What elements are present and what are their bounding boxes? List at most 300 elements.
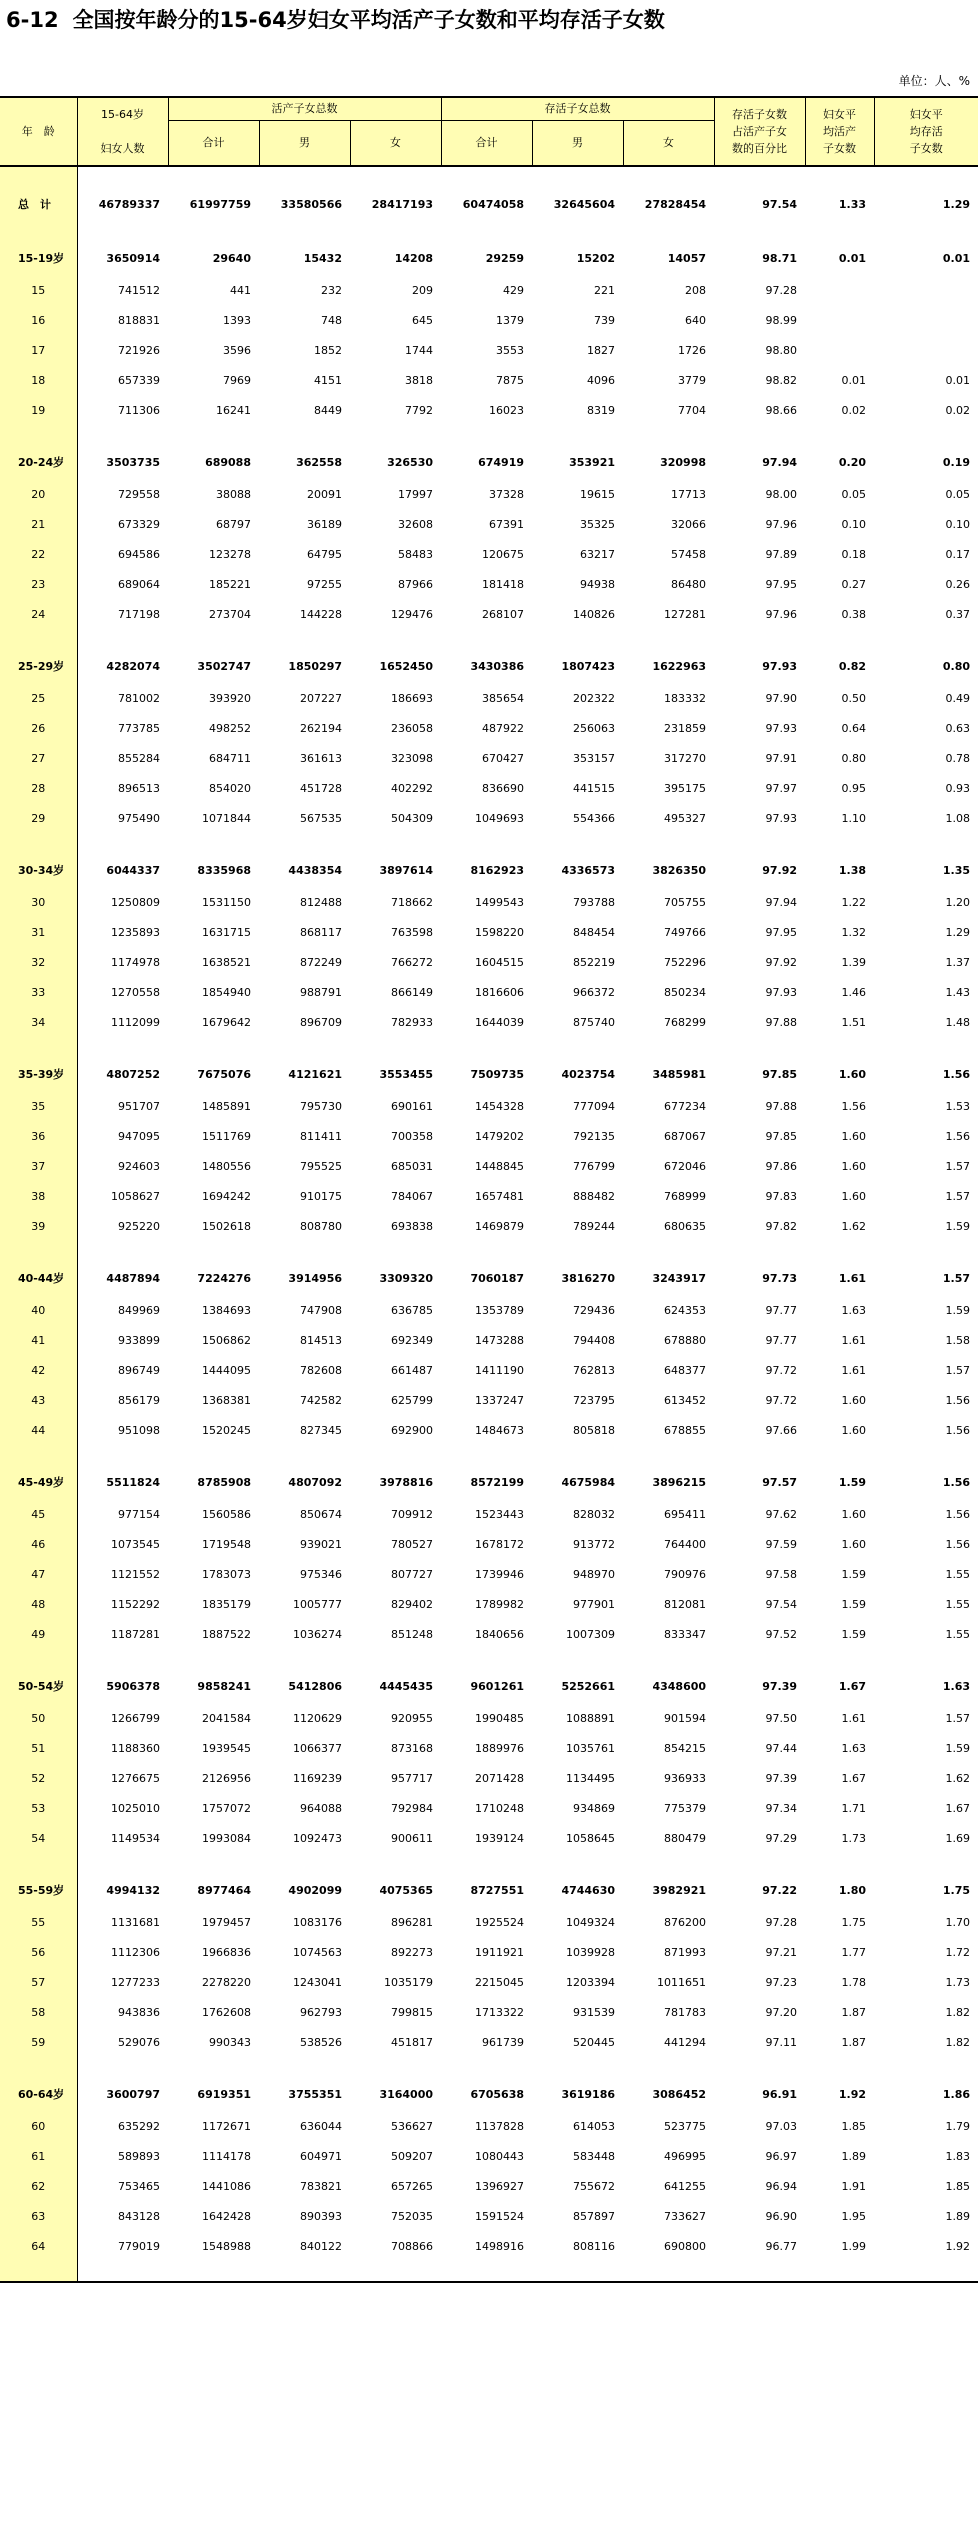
table-cell: 1.89 bbox=[841, 2149, 867, 2163]
table-cell: 7224276 bbox=[197, 1271, 251, 1285]
table-cell: 833347 bbox=[664, 1627, 707, 1641]
header-survival-ratio-text: 存活子女数 占活产子女 数的百分比 bbox=[732, 108, 788, 155]
unit-label: 单位：人、% bbox=[898, 74, 970, 88]
table-cell: 268107 bbox=[482, 607, 525, 621]
table-cell: 1235893 bbox=[111, 925, 160, 939]
group-total-row bbox=[0, 2077, 978, 2111]
table-row bbox=[0, 305, 978, 335]
table-cell: 1.56 bbox=[942, 1067, 971, 1081]
table-cell: 96.77 bbox=[765, 2239, 798, 2253]
table-cell: 872249 bbox=[300, 955, 342, 969]
table-cell: 812081 bbox=[664, 1597, 707, 1611]
row-label: 55 bbox=[0, 1907, 77, 1937]
table-cell: 8335968 bbox=[197, 863, 251, 877]
table-row bbox=[0, 1295, 978, 1325]
spacer-cell bbox=[874, 425, 978, 445]
table-cell: 0.05 bbox=[841, 487, 867, 501]
spacer-cell bbox=[441, 166, 532, 187]
table-cell: 1520245 bbox=[202, 1423, 251, 1437]
table-cell: 1548988 bbox=[202, 2239, 251, 2253]
spacer-cell bbox=[532, 221, 623, 241]
table-cell: 1.71 bbox=[841, 1801, 867, 1815]
spacer-cell bbox=[532, 2057, 623, 2077]
spacer-cell bbox=[0, 1853, 77, 1873]
table-cell: 1071844 bbox=[202, 811, 251, 825]
table-cell: 779019 bbox=[118, 2239, 160, 2253]
spacer-cell bbox=[874, 1649, 978, 1669]
table-cell: 96.91 bbox=[762, 2087, 798, 2101]
table-cell: 262194 bbox=[300, 721, 342, 735]
table-cell: 1172671 bbox=[202, 2119, 251, 2133]
table-cell: 97.92 bbox=[762, 863, 798, 877]
table-cell: 692900 bbox=[391, 1423, 434, 1437]
table-cell: 0.37 bbox=[945, 607, 971, 621]
row-label: 21 bbox=[0, 509, 77, 539]
table-cell: 721926 bbox=[118, 343, 160, 357]
group-total-row bbox=[0, 1057, 978, 1091]
table-cell: 695411 bbox=[664, 1507, 707, 1521]
table-cell: 1270558 bbox=[111, 985, 160, 999]
table-cell: 1.57 bbox=[942, 1271, 971, 1285]
table-cell: 951098 bbox=[118, 1423, 160, 1437]
table-cell: 729436 bbox=[573, 1303, 616, 1317]
table-cell: 1.67 bbox=[945, 1801, 971, 1815]
table-cell: 1854940 bbox=[202, 985, 251, 999]
table-cell: 1.32 bbox=[841, 925, 867, 939]
row-label: 35 bbox=[0, 1091, 77, 1121]
table-cell: 854215 bbox=[664, 1741, 707, 1755]
table-cell: 36189 bbox=[307, 517, 342, 531]
table-cell: 1479202 bbox=[475, 1129, 525, 1143]
table-cell: 8785908 bbox=[197, 1475, 251, 1489]
spacer-cell bbox=[805, 1241, 874, 1261]
table-cell: 661487 bbox=[391, 1363, 434, 1377]
spacer-row bbox=[0, 425, 978, 445]
table-row bbox=[0, 1499, 978, 1529]
table-cell: 1393 bbox=[223, 313, 251, 327]
table-cell: 14057 bbox=[667, 251, 707, 265]
table-cell: 901594 bbox=[664, 1711, 707, 1725]
spacer-cell bbox=[805, 1853, 874, 1873]
table-row bbox=[0, 1763, 978, 1793]
table-cell: 1.60 bbox=[841, 1129, 867, 1143]
table-cell: 762813 bbox=[573, 1363, 616, 1377]
spacer-cell bbox=[874, 2057, 978, 2077]
spacer-cell bbox=[874, 1241, 978, 1261]
table-cell: 636785 bbox=[391, 1303, 434, 1317]
table-cell: 876200 bbox=[664, 1915, 707, 1929]
table-cell: 795525 bbox=[300, 1159, 342, 1173]
table-cell: 0.01 bbox=[942, 251, 971, 265]
table-cell: 7675076 bbox=[197, 1067, 251, 1081]
spacer-cell bbox=[874, 166, 978, 187]
table-cell: 97.77 bbox=[765, 1333, 798, 1347]
table-cell: 678855 bbox=[664, 1423, 707, 1437]
table-cell: 1.57 bbox=[945, 1363, 971, 1377]
row-label: 30 bbox=[0, 887, 77, 917]
spacer-cell bbox=[623, 221, 714, 241]
spacer-cell bbox=[77, 1037, 168, 1057]
spacer-cell bbox=[259, 2261, 350, 2282]
table-cell: 98.00 bbox=[765, 487, 798, 501]
table-cell: 680635 bbox=[664, 1219, 707, 1233]
table-cell: 1.56 bbox=[945, 1507, 971, 1521]
table-cell: 46789337 bbox=[98, 197, 160, 211]
spacer-cell bbox=[350, 629, 441, 649]
table-cell: 32645604 bbox=[553, 197, 616, 211]
table-cell: 614053 bbox=[573, 2119, 616, 2133]
table-cell: 856179 bbox=[118, 1393, 160, 1407]
spacer-cell bbox=[532, 2261, 623, 2282]
table-cell: 1498916 bbox=[475, 2239, 525, 2253]
spacer-cell bbox=[77, 833, 168, 853]
table-cell: 1.55 bbox=[945, 1567, 971, 1581]
table-cell: 1.59 bbox=[841, 1567, 867, 1581]
spacer-cell bbox=[714, 1445, 805, 1465]
row-label: 37 bbox=[0, 1151, 77, 1181]
table-cell: 97.83 bbox=[765, 1189, 798, 1203]
table-cell: 0.64 bbox=[841, 721, 867, 735]
table-cell: 487922 bbox=[482, 721, 525, 735]
group-total-row bbox=[0, 1261, 978, 1295]
table-cell: 98.71 bbox=[762, 251, 798, 265]
group-total-row bbox=[0, 1465, 978, 1499]
table-cell: 5412806 bbox=[288, 1679, 342, 1693]
table-cell: 1852 bbox=[314, 343, 342, 357]
row-label: 46 bbox=[0, 1529, 77, 1559]
spacer-cell bbox=[0, 1241, 77, 1261]
table-cell: 794408 bbox=[573, 1333, 616, 1347]
table-cell: 97.85 bbox=[762, 1067, 798, 1081]
spacer-cell bbox=[623, 1649, 714, 1669]
table-cell: 221 bbox=[594, 283, 616, 297]
table-cell: 97.21 bbox=[765, 1945, 798, 1959]
table-cell: 0.01 bbox=[945, 373, 971, 387]
spacer-cell bbox=[168, 221, 259, 241]
spacer-cell bbox=[350, 833, 441, 853]
table-cell: 805818 bbox=[573, 1423, 616, 1437]
table-cell: 1.29 bbox=[945, 925, 971, 939]
spacer-cell bbox=[77, 221, 168, 241]
table-cell: 1.62 bbox=[841, 1219, 867, 1233]
table-cell: 924603 bbox=[118, 1159, 160, 1173]
spacer-cell bbox=[0, 2261, 77, 2282]
row-label: 47 bbox=[0, 1559, 77, 1589]
table-cell: 61997759 bbox=[189, 197, 251, 211]
row-label: 56 bbox=[0, 1937, 77, 1967]
table-cell: 1.87 bbox=[841, 2035, 867, 2049]
table-cell: 1454328 bbox=[475, 1099, 525, 1113]
table-cell: 1979457 bbox=[202, 1915, 251, 1929]
table-cell: 127281 bbox=[664, 607, 707, 621]
table-cell: 808780 bbox=[300, 1219, 342, 1233]
table-cell: 4151 bbox=[314, 373, 342, 387]
table-cell: 19615 bbox=[580, 487, 616, 501]
table-row bbox=[0, 599, 978, 629]
table-cell: 8572199 bbox=[470, 1475, 525, 1489]
table-cell: 784067 bbox=[391, 1189, 434, 1203]
table-cell: 97.23 bbox=[765, 1975, 798, 1989]
table-cell: 1.67 bbox=[838, 1679, 867, 1693]
table-cell: 694586 bbox=[118, 547, 160, 561]
table-cell: 711306 bbox=[118, 403, 160, 417]
table-cell: 97.28 bbox=[765, 1915, 798, 1929]
table-cell: 3553455 bbox=[379, 1067, 434, 1081]
table-row bbox=[0, 2171, 978, 2201]
spacer-cell bbox=[441, 1037, 532, 1057]
table-cell: 913772 bbox=[573, 1537, 616, 1551]
row-label: 38 bbox=[0, 1181, 77, 1211]
table-cell: 2071428 bbox=[475, 1771, 525, 1785]
table-cell: 1889976 bbox=[475, 1741, 525, 1755]
table-cell: 1337247 bbox=[475, 1393, 525, 1407]
table-cell: 1506862 bbox=[202, 1333, 251, 1347]
table-cell: 273704 bbox=[209, 607, 251, 621]
table-cell: 1744 bbox=[405, 343, 434, 357]
table-cell: 202322 bbox=[573, 691, 616, 705]
spacer-row bbox=[0, 629, 978, 649]
table-cell: 812488 bbox=[300, 895, 342, 909]
table-cell: 1.29 bbox=[942, 197, 971, 211]
table-cell: 741512 bbox=[118, 283, 160, 297]
table-cell: 208 bbox=[685, 283, 707, 297]
table-cell: 718662 bbox=[391, 895, 434, 909]
table-row bbox=[0, 1589, 978, 1619]
table-cell: 441 bbox=[230, 283, 251, 297]
spacer-cell bbox=[441, 2057, 532, 2077]
table-cell: 1789982 bbox=[475, 1597, 525, 1611]
table-cell: 33580566 bbox=[280, 197, 342, 211]
table-cell: 966372 bbox=[573, 985, 616, 999]
row-label: 50-54岁 bbox=[0, 1669, 77, 1703]
table-cell: 38088 bbox=[216, 487, 251, 501]
table-cell: 896281 bbox=[391, 1915, 434, 1929]
table-row bbox=[0, 803, 978, 833]
table-cell: 97.97 bbox=[765, 781, 798, 795]
table-row bbox=[0, 1937, 978, 1967]
table-body bbox=[0, 166, 978, 2282]
table-cell: 1762608 bbox=[202, 2005, 251, 2019]
spacer-cell bbox=[623, 1241, 714, 1261]
spacer-cell bbox=[714, 1037, 805, 1057]
table-cell: 451817 bbox=[391, 2035, 434, 2049]
spacer-cell bbox=[623, 1037, 714, 1057]
spacer-cell bbox=[259, 166, 350, 187]
table-cell: 94938 bbox=[580, 577, 616, 591]
table-cell: 1049693 bbox=[475, 811, 525, 825]
table-cell: 768999 bbox=[664, 1189, 707, 1203]
group-total-row bbox=[0, 1873, 978, 1907]
table-cell: 9858241 bbox=[197, 1679, 251, 1693]
table-row bbox=[0, 947, 978, 977]
table-cell: 3816270 bbox=[561, 1271, 616, 1285]
spacer-cell bbox=[77, 1445, 168, 1465]
spacer-cell bbox=[532, 1649, 623, 1669]
table-cell: 87966 bbox=[398, 577, 434, 591]
spacer-cell bbox=[532, 1853, 623, 1873]
spacer-cell bbox=[532, 833, 623, 853]
table-cell: 852219 bbox=[573, 955, 616, 969]
table-cell: 763598 bbox=[391, 925, 434, 939]
row-label: 22 bbox=[0, 539, 77, 569]
table-cell: 1131681 bbox=[111, 1915, 160, 1929]
table-cell: 538526 bbox=[300, 2035, 342, 2049]
table-row bbox=[0, 713, 978, 743]
table-cell: 855284 bbox=[118, 751, 160, 765]
table-cell: 1114178 bbox=[202, 2149, 251, 2163]
table-cell: 536627 bbox=[391, 2119, 434, 2133]
table-cell: 3503735 bbox=[106, 455, 160, 469]
table-cell: 1679642 bbox=[202, 1015, 251, 1029]
table-cell: 854020 bbox=[209, 781, 251, 795]
spacer-cell bbox=[874, 221, 978, 241]
table-cell: 1.73 bbox=[841, 1831, 867, 1845]
spacer-row bbox=[0, 221, 978, 241]
row-label: 40-44岁 bbox=[0, 1261, 77, 1295]
spacer-cell bbox=[259, 1037, 350, 1057]
table-cell: 1939545 bbox=[202, 1741, 251, 1755]
spacer-cell bbox=[77, 166, 168, 187]
spacer-cell bbox=[0, 2057, 77, 2077]
table-cell: 97.92 bbox=[765, 955, 798, 969]
table-cell: 97255 bbox=[307, 577, 342, 591]
table-cell: 1.43 bbox=[945, 985, 971, 999]
spacer-cell bbox=[77, 2057, 168, 2077]
table-cell: 636044 bbox=[300, 2119, 342, 2133]
table-cell: 814513 bbox=[300, 1333, 342, 1347]
spacer-cell bbox=[874, 629, 978, 649]
row-label: 54 bbox=[0, 1823, 77, 1853]
table-cell: 3818 bbox=[405, 373, 434, 387]
spacer-cell bbox=[168, 1037, 259, 1057]
table-cell: 768299 bbox=[664, 1015, 707, 1029]
table-cell: 97.94 bbox=[762, 455, 798, 469]
table-cell: 1.69 bbox=[945, 1831, 971, 1845]
page-title bbox=[6, 4, 665, 34]
table-cell: 880479 bbox=[664, 1831, 707, 1845]
table-cell: 624353 bbox=[664, 1303, 707, 1317]
table-cell: 641255 bbox=[664, 2179, 707, 2193]
table-row bbox=[0, 395, 978, 425]
table-cell: 3897614 bbox=[379, 863, 434, 877]
spacer-cell bbox=[714, 833, 805, 853]
table-cell: 8727551 bbox=[470, 1883, 525, 1897]
table-cell: 888482 bbox=[573, 1189, 616, 1203]
group-total-row bbox=[0, 853, 978, 887]
table-cell: 1966836 bbox=[202, 1945, 251, 1959]
row-label: 35-39岁 bbox=[0, 1057, 77, 1091]
table-cell: 0.19 bbox=[942, 455, 971, 469]
table-cell: 1.56 bbox=[945, 1393, 971, 1407]
table-cell: 1622963 bbox=[652, 659, 707, 673]
table-cell: 1073545 bbox=[111, 1537, 160, 1551]
table-cell: 14208 bbox=[394, 251, 434, 265]
spacer-cell bbox=[441, 425, 532, 445]
table-cell: 1174978 bbox=[111, 955, 160, 969]
spacer-cell bbox=[259, 1445, 350, 1465]
table-cell: 185221 bbox=[209, 577, 251, 591]
row-label: 63 bbox=[0, 2201, 77, 2231]
table-cell: 896709 bbox=[300, 1015, 342, 1029]
table-cell: 1276675 bbox=[111, 1771, 160, 1785]
table-cell: 925220 bbox=[118, 1219, 160, 1233]
table-cell: 97.95 bbox=[765, 925, 798, 939]
table-cell: 648377 bbox=[664, 1363, 707, 1377]
table-cell: 4096 bbox=[587, 373, 616, 387]
table-cell: 1816606 bbox=[475, 985, 525, 999]
table-cell: 811411 bbox=[300, 1129, 342, 1143]
spacer-cell bbox=[874, 1445, 978, 1465]
table-cell: 5906378 bbox=[106, 1679, 160, 1693]
table-cell: 29640 bbox=[212, 251, 251, 265]
table-cell bbox=[874, 305, 978, 335]
spacer-cell bbox=[874, 2261, 978, 2282]
row-label: 32 bbox=[0, 947, 77, 977]
table-cell: 764400 bbox=[664, 1537, 707, 1551]
table-cell: 604971 bbox=[300, 2149, 342, 2163]
spacer-cell bbox=[441, 629, 532, 649]
spacer-cell bbox=[350, 1649, 441, 1669]
table-cell: 672046 bbox=[664, 1159, 707, 1173]
table-cell: 729558 bbox=[118, 487, 160, 501]
table-cell: 739 bbox=[594, 313, 616, 327]
table-cell: 451728 bbox=[300, 781, 342, 795]
table-cell: 868117 bbox=[300, 925, 342, 939]
table-cell: 231859 bbox=[664, 721, 707, 735]
table-cell: 1112306 bbox=[111, 1945, 160, 1959]
header-surviving-total: 存活子女总数 bbox=[441, 97, 714, 120]
table-row bbox=[0, 335, 978, 365]
table-cell: 0.93 bbox=[945, 781, 971, 795]
table-cell: 32066 bbox=[671, 517, 707, 531]
table-cell: 1644039 bbox=[475, 1015, 525, 1029]
table-cell: 97.62 bbox=[765, 1507, 798, 1521]
table-cell: 782933 bbox=[391, 1015, 434, 1029]
row-label: 52 bbox=[0, 1763, 77, 1793]
table-cell: 961739 bbox=[482, 2035, 525, 2049]
table-cell: 793788 bbox=[573, 895, 616, 909]
table-cell: 789244 bbox=[573, 1219, 616, 1233]
table-cell: 0.20 bbox=[838, 455, 867, 469]
spacer-cell bbox=[874, 1853, 978, 1873]
table-cell: 1.56 bbox=[945, 1129, 971, 1143]
table-row bbox=[0, 1211, 978, 1241]
table-cell: 1827 bbox=[587, 343, 616, 357]
spacer-cell bbox=[805, 1649, 874, 1669]
table-row bbox=[0, 275, 978, 305]
table-cell: 1411190 bbox=[475, 1363, 525, 1377]
table-cell: 0.80 bbox=[942, 659, 971, 673]
table-cell: 441294 bbox=[664, 2035, 707, 2049]
table-cell: 1.60 bbox=[838, 1067, 867, 1081]
row-label: 15 bbox=[0, 275, 77, 305]
table-cell: 1.85 bbox=[841, 2119, 867, 2133]
table-cell: 97.39 bbox=[762, 1679, 798, 1693]
table-cell: 97.96 bbox=[765, 517, 798, 531]
table-cell: 934869 bbox=[573, 1801, 616, 1815]
table-cell: 977154 bbox=[118, 1507, 160, 1521]
row-label: 29 bbox=[0, 803, 77, 833]
table-cell: 4675984 bbox=[561, 1475, 616, 1489]
table-cell: 1713322 bbox=[475, 2005, 525, 2019]
spacer-cell bbox=[714, 2261, 805, 2282]
table-cell: 1560586 bbox=[202, 1507, 251, 1521]
table-cell: 1448845 bbox=[475, 1159, 525, 1173]
table-cell: 523775 bbox=[664, 2119, 707, 2133]
row-label: 43 bbox=[0, 1385, 77, 1415]
table-cell: 0.17 bbox=[945, 547, 971, 561]
table-row bbox=[0, 365, 978, 395]
